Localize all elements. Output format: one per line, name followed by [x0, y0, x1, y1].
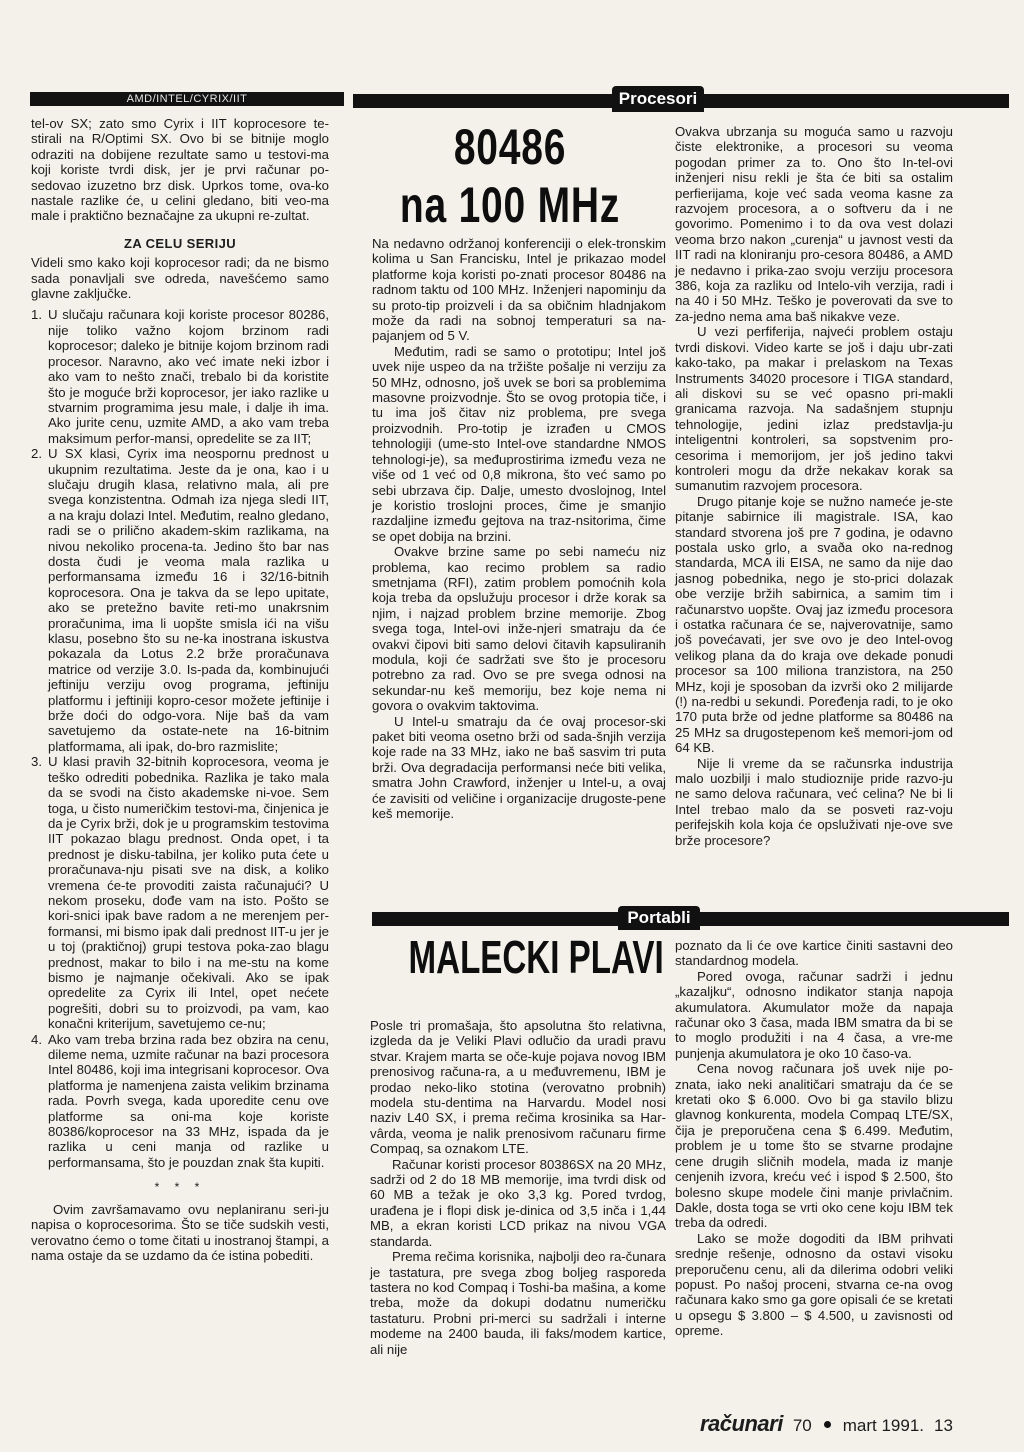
- section-tab-procesori: [612, 86, 704, 112]
- list-item-text: U SX klasi, Cyrix ima neospornu prednost u ukupnim rezultatima. Jeste da je ona, kao i u slučaju drugih klasa, relativno mala, ali pre svega konzistentna. Odmah iza njega sledi IIT, a na kraju dolazi Intel. Međutim, realno gledano, radi se o prilično akadem-skim razlikama, na nivou nekoliko procena-ta. Jedino što bar nas dosta čudi je veoma mala razlika u performansama između 16 i 32/16-bitnih koprocesora. Ona je takva da se lepo upitate, ako se pretežno bavite reti-mo unakrsnim proračunima, ima li uopšte smisla ići na višu klasu, posebno što su ne-ka inostrana iskustva pokazala da Lotus 2.2 brže proračunava matrice od verzije 3.0. Is-pada da, kombinujući jeftiniju verziju ovog programa, jeftiniju platformu i jeftiniji kopro-cesor možete jeftinije i brže doći do odgo-vora. Nije baš da vam savetujemo da ostate-nete na 16-bitnim platformama, ali ipak, do-bro razmislite;: [48, 446, 329, 754]
- list-item: [31, 307, 329, 446]
- procesori-column-1: [372, 236, 666, 821]
- left-article-column: [31, 116, 329, 1263]
- list-item: [31, 754, 329, 1031]
- page-footer: [700, 1411, 953, 1437]
- paragraph: Ovakva ubrzanja su moguća samo u razvoju čiste elektronike, a procesori su veoma pogodan primer za to. Ono što In-tel-ovi inženjeri nisu rekli je šta će biti sa ostalim perfierijama, koje već sada veoma kasne za razvojem procesora, a o softveru da i ne govorimo. Pomenimo i to da ova vest dolazi veoma brzo nakon „curenja“ u javnost vesti da IIT radi na kloniranju pro-cesora 80486, a AMD je nedavno i prika-zao svoju verziju procesora 386, koja za razliku od Intelo-vih verzija, radi i na 40 i 50 MHz. Teško je poverovati da sve to za-jedno nema ama baš nikakve veze.: [675, 124, 953, 324]
- list-item-number: 4.: [31, 1031, 42, 1047]
- section-tab-label: Procesori: [618, 89, 698, 108]
- bullet-icon: [824, 1421, 831, 1428]
- list-item-text: U klasi pravih 32-bitnih koprocesora, veoma je teško odrediti pobednika. Razlika je tako mala da se svodi na čisto akademske ni-voe. Sem toga, u čisto numeričkim testovi-ma, činjenica je da je Cyrix brži, dok je u programskim testovima IIT pokazao blagu prednost. Onda opet, i ta prednost je disku-tabilna, jer koliko puta ćete u proračunava-nju pisati sve na disk, a koliko vremena će-te provoditi zaista računajući? U nekom proseku, dođe vam na isto. Pošto se kori-snici ipak bave radom a ne merenjem per-formansi, mi bismo ipak dali prednost IIT-u jer je u toj (praktičnoj) grupi testova poka-zao blagu prednost, makar to bilo i na me-stu na kome bismo je najmanje očekivali. Ako se ipak opredelite za Cyrix ili Intel, opet nećete pogrešiti, dobri su to proizvodi, pa vam, kao konačni kriterijum, savetujemo ce-nu;: [48, 754, 329, 1032]
- procesori-column-2: [675, 124, 953, 848]
- headline-malecki-plavi: [366, 931, 670, 983]
- portabli-column-1: [370, 1018, 666, 1357]
- paragraph: Nije li vreme da se računsrka industrija malo uozbilji i malo studioznije pride razvo-ju ne samo delova računara, već celina? Ne bi li Intel trebao malo da se posveti raz-voju perifejskih kola koja će opsluživati nje-ove sve brže procesore?: [675, 755, 953, 848]
- headline-line-1: 80486: [453, 119, 567, 175]
- list-item-number: 1.: [31, 307, 42, 323]
- paragraph: Prema rečima korisnika, najbolji deo ra-čunara je tastatura, pre svega zbog boljeg rasporeda tastera no kod Compaq i Toshi-ba mašina, a kome treba, može da dokupi dodatnu numeričku tastaturu. Probni pri-merci su sadržali i interne modeme na 2400 bauda, ili faks/modem kartice, ali nije: [370, 1249, 666, 1357]
- closing-paragraph: Ovim završamavamo ovu neplaniranu seri-ju napisa o koprocesorima. Što se tiče sudskih vesti, verovatno ćemo o tome čitati u inostranoj štampi, a nama ostaje da se uzdamo da će istina pobediti.: [31, 1201, 329, 1263]
- list-item-text: U slučaju računara koji koriste procesor 80286, nije toliko važno kojom brzinom radi koprocesor; daleko je bitnije kojom brzinom radi procesor. Naravno, ako već imate neki izbor i ako vam to nešto znači, trebalo bi da koristite što je moguće brži koprocesor, jer iako razlike u stvarnim programima jesu male, i dalje ih ima. Ako jurite cenu, uzmite AMD, a ako vam treba maksimum perfor-mansi, opredelite se za IIT;: [48, 307, 329, 446]
- list-item-number: 3.: [31, 754, 42, 770]
- conclusions-list: [31, 307, 329, 1170]
- paragraph: U Intel-u smatraju da će ovaj procesor-ski paket biti veoma osetno brži od sada-šnjih verzija koje rade na 33 MHz, iako ne baš sasvim tri puta brži. Ova degradacija performansi neće biti velika, smatra John Crawford, inženjer u Intel-u, a ovaj će zavisiti od veličine i organizacije drugoste-pene keš memorije.: [372, 713, 666, 822]
- list-item-text: Ako vam treba brzina rada bez obzira na cenu, dileme nema, uzmite računar na bazi procesora Intel 80486, koji ima integrisani koprocesor. Ova platforma je namenjena zaista velikim brzinama rada. Povrh svega, kada uporedite cenu ove platforme sa oni-ma koje koriste 80386/koprocesor na 33 MHz, ispada da je razlika u ceni manja od razlike u performansama, što je pouzdan znak šta kupiti.: [48, 1031, 329, 1170]
- separator-stars: * * *: [154, 1180, 206, 1195]
- paragraph: Međutim, radi se samo o prototipu; Intel još uvek nije uspeo da na tržište pošalje ni verziju za 50 MHz, odnosno, još uvek se bori sa problemima masovne proizvodnje. Što se ovog protopia tiče, i tu ima još čitav niz problema, pre svega proizvodnih. Pro-totip je izrađen u CMOS tehnologiji (ume-sto Intel-ove standardne NMOS tehnologi-je), sa međuprostirima između veza ne više od 1 već od 0,8 mikrona, što već samo po sebi ubrzava čip. Dalje, umesto dvoslojnog, Intel je koristio troslojni proces, čime je smanjio razdaljine između gejtova na traz-nsitorima, čime se opet dobija na brzini.: [372, 343, 666, 544]
- paragraph: Ovakve brzine same po sebi nameću niz problema, kao recimo problem sa radio smetnjama (RFI), zatim problem pomoćnih kola koja treba da opslužuju procesor i drže korak sa njim, i najzad problem brzine memorije. Zbog svega toga, Intel-ovi inže-njeri smatraju da će ovakvi čipovi biti samo delovi čitavih kapsuliranih modula, koji će sadržati sve što je procesoru potrebno za rad. Ovo se pre svega odnosi na sekundar-nu keš memoriju, bez koje nema ni govora o ovakvim taktovima.: [372, 544, 666, 714]
- paragraph: U vezi perfiferija, najveći problem ostaju tvrdi diskovi. Video karte se još i daju ubr-zati kako-tako, pa makar i prelaskom na Texas Instruments 34020 procesore i TIGA standard, ali diskovi su se već opasno pri-makli granicama razvoja. Na sadašnjem stupnju tehnologije, jedini izlaz predstavlja-ju inteligentni kontroleri, sa sopstvenim pro-cesorima i memorijom, jer još jedino takvi kontroleri mogu da drže nekakav korak sa sumanutim razvojem procesora.: [675, 324, 953, 494]
- section-bar-amd-intel: [30, 92, 344, 106]
- list-item: [31, 1032, 329, 1171]
- paragraph: poznato da li će ove kartice činiti sastavni deo standardnog modela.: [675, 938, 953, 969]
- section-tab-portabli: [618, 906, 700, 930]
- issue-number: 70: [792, 1416, 812, 1435]
- headline-line-2: na 100 MHz: [399, 177, 621, 233]
- subheading-paragraph: Videli smo kako koji koprocesor radi; da ne bismo sada ponavljali sve odreda, navešćemo samo glavne zaključke.: [31, 255, 329, 302]
- magazine-logo: računari: [700, 1411, 783, 1436]
- subheading: ZA CELU SERIJU: [123, 235, 237, 251]
- paragraph: Računar koristi procesor 80386SX na 20 MHz, sadrži od 2 do 18 MB memorije, ima tvrdi disk od 60 MB a težak je oko 3,3 kg. Pored tvrdog, urađena je i flopi disk je-dinica od 3,5 inča i 1,44 MB, a ekran koristi LCD prikaz na nivou VGA standarda.: [370, 1156, 666, 1249]
- list-item-number: 2.: [31, 446, 42, 462]
- paragraph: Drugo pitanje koje se nužno nameće je-ste pitanje sabirnice ili magistrale. ISA, kao standard stvorena još pre 7 godina, je odavno postala usko grlo, a svaða oko na-rednog standarda, MCA ili EISA, ne samo da nije dao jasnog pobednika, nego je sto-prici dolazak obe verzije bržih sabirnica, a samim tim i računarstvo uopšte. Ovaj jaz između procesora i ostatka računara će se, najverovatnije, samo još povećavati, jer sve ovo je deo Intel-ovog velikog plana da do kraja ove dekade ponudi procesor sa 100 miliona tranzistora, na 250 MHz, koji je sposoban da izvrši oko 2 milijarde (!) na-redbi u sekundi. Poređenja radi, to je oko 170 puta brže od jedne platforme sa 80486 na 25 MHz sa drugostepenom keš memori-jom od 64 KB.: [675, 493, 953, 756]
- section-bar-label: AMD/INTEL/CYRIX/IIT: [126, 93, 248, 105]
- intro-paragraph: tel-ov SX; zato smo Cyrix i IIT koprocesore te-stirali na R/Optimi SX. Ovo bi se bitnije moglo odraziti na dobijene rezultate samo u testovi-ma koji koriste tvrdi disk, jer je prvi računar po-sedovao izuzetno brz disk. Uprkos tome, ova-ko nastale razlike će, u celini gledano, biti veo-ma male i praktično beznačajne za ukupni re-zultat.: [31, 116, 329, 224]
- list-item: [31, 446, 329, 754]
- paragraph: Lako se može dogoditi da IBM prihvati srednje rešenje, odnosno da ostavi visoku preporučenu cenu, ali da dilerima odobri veliki popust. Po našoj proceni, stvarna ce-na ovog računara kako smo ga gore opisali će se kretati u opsegu $ 3.800 – $ 4.500, u zavisnosti od opreme.: [675, 1230, 953, 1339]
- paragraph: Na nedavno održanoj konferenciji o elek-tronskim kolima u San Francisku, Intel je prikazao model platforme koja koristi po-znati procesor 80486 na radnom taktu od 100 MHz. Inženjeri napominju da su proto-tip proizveli i da sa običnim hladnjakom može da radi na sobnoj temperaturi sa na-pajanjem od 5 V.: [372, 236, 666, 344]
- page-number: 13: [934, 1416, 953, 1435]
- issue-date: mart 1991.: [842, 1416, 925, 1435]
- section-tab-label: Portabli: [627, 908, 691, 927]
- headline-text: MALECKI PLAVI: [408, 931, 664, 983]
- paragraph: Posle tri promašaja, što apsolutna što relativna, izgleda da je Veliki Plavi odlučio da uradi pravu stvar. Krajem marta se oče-kuje pojava novog IBM prenosivog računa-ra, a u međuvremenu, IBM je prodao neko-liko stotina (verovatno probnih) modela stu-dentima na Harvardu. Model nosi naziv L40 SX, i prema rečima krosinika sa Har-vârda, veoma je nalik prenosivom računaru firme Compaq, sa oznakom LTE.: [370, 1018, 666, 1157]
- headline-80486: [360, 119, 660, 233]
- portabli-column-2: [675, 938, 953, 1339]
- paragraph: Pored ovoga, računar sadrži i jednu „kazaljku“, odnosno indikator stanja napoja akumulatora. Akumulator može da napaja računar oko 3 časa, mada IBM smatra da bi se to moglo produžiti i na 4 časa, a vre-me punjenja akumulatora je oko 10 časo-va.: [675, 968, 953, 1061]
- paragraph: Cena novog računara još uvek nije po-znata, iako neki analitičari smatraju da će se kretati oko $ 6.000. Ovo bi ga stavilo blizu glavnog konkurenta, modela Compaq LTE/SX, čija je preporučena cena $ 6.499. Međutim, problem je u tome što se stvarne prodajne cene drugih sličnih modela, mada iz manje cenjenih izvora, kreću već i ispod $ 2.500, što bolesno skupe modele čini manje privlačnim. Dakle, dosta toga se vrti oko cene koju IBM tek treba da odredi.: [675, 1061, 953, 1231]
